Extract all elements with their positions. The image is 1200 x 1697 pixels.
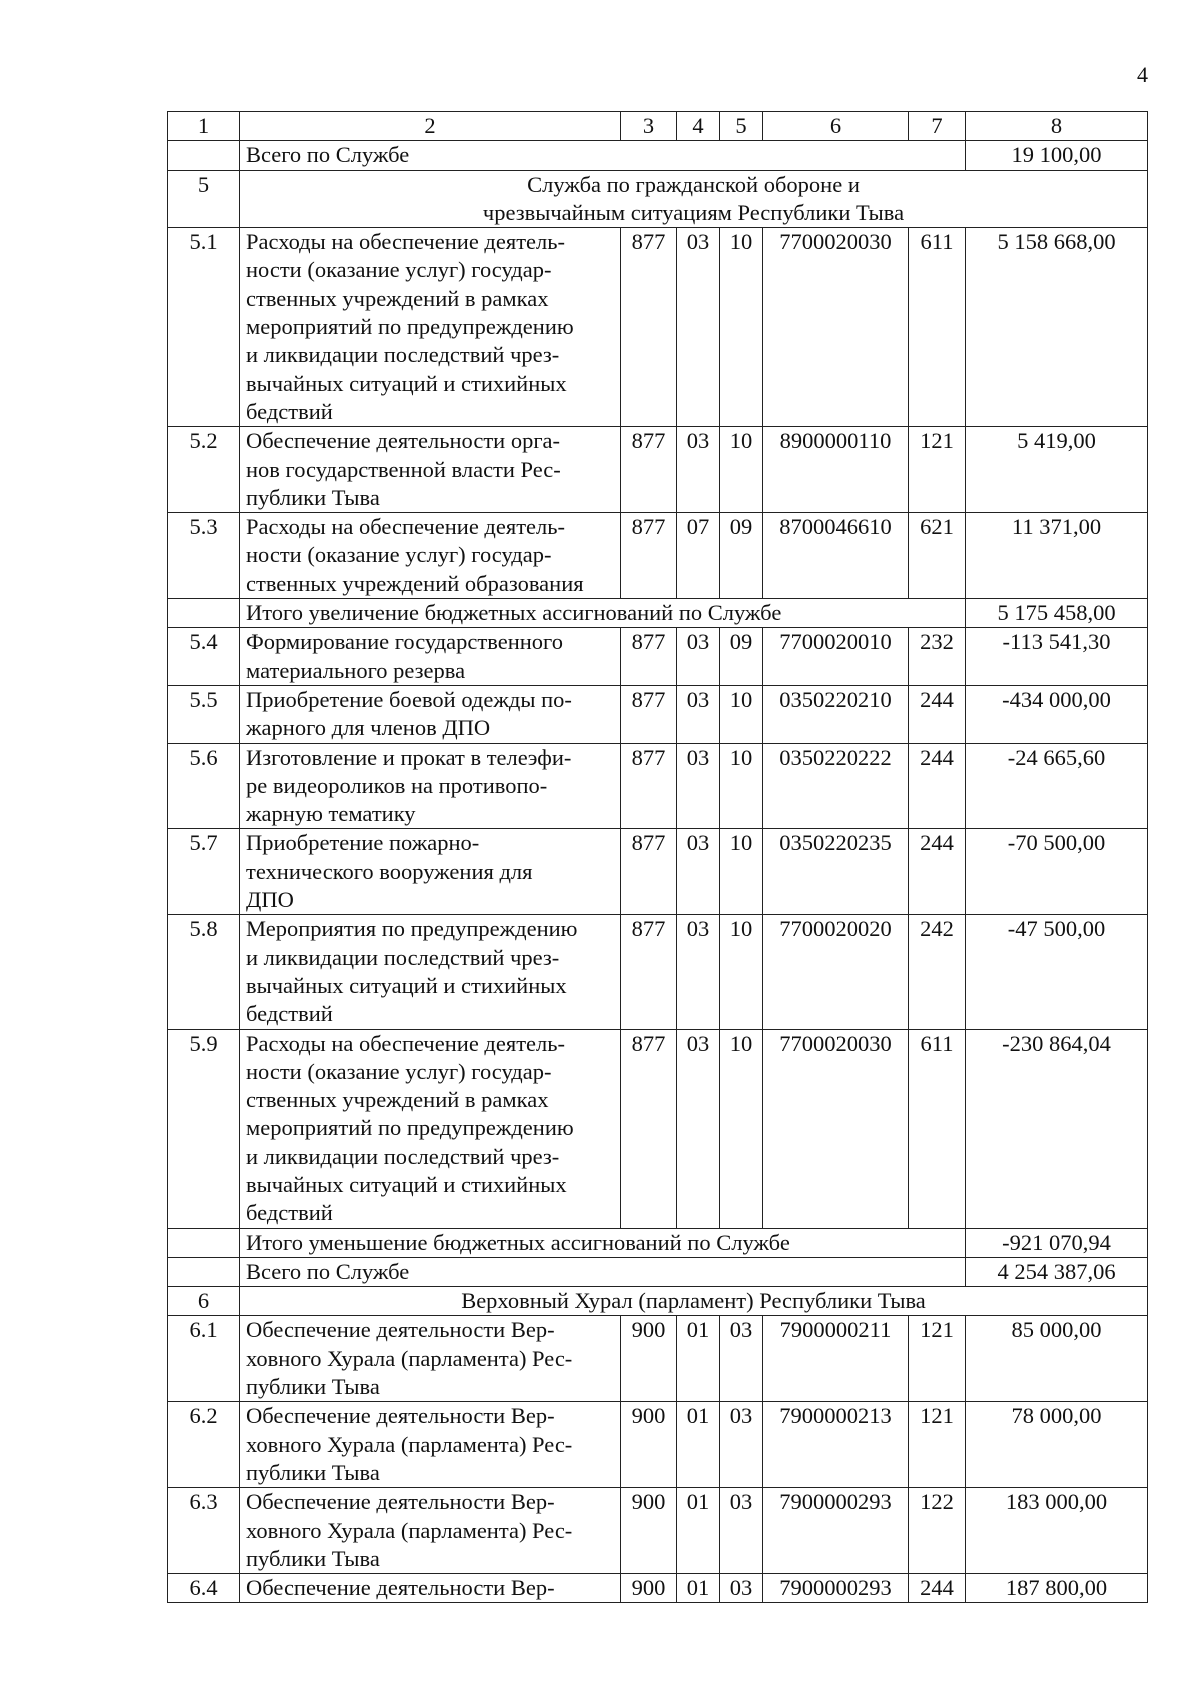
row-number-cell: 5.6 bbox=[168, 743, 240, 829]
amount-cell: 11 371,00 bbox=[966, 513, 1148, 599]
table-row bbox=[168, 427, 1148, 513]
description-cell: Обеспечение деятельности Вер- bbox=[240, 1574, 621, 1603]
total-row bbox=[168, 1228, 1148, 1257]
ministry-code-cell: 877 bbox=[621, 228, 677, 427]
header-cell: 4 bbox=[677, 112, 720, 141]
total-row bbox=[168, 141, 1148, 170]
description-cell: Приобретение боевой одежды по- жарного для членов ДПО bbox=[240, 685, 621, 743]
description-cell: Расходы на обеспечение деятель- ности (оказание услуг) государ- ственных учреждений в рамках мероприятий по предупреждению и ликвидации последствий чрез- вычайных ситуаций и стихийных бедствий bbox=[240, 1029, 621, 1228]
row-number-cell: 6.2 bbox=[168, 1402, 240, 1488]
table-row bbox=[168, 1574, 1148, 1603]
table-row bbox=[168, 829, 1148, 915]
row-number-cell bbox=[168, 599, 240, 628]
table-body bbox=[168, 112, 1148, 1603]
amount-cell: 5 158 668,00 bbox=[966, 228, 1148, 427]
target-article-cell: 0350220222 bbox=[763, 743, 909, 829]
row-number-cell bbox=[168, 1257, 240, 1286]
amount-cell: -434 000,00 bbox=[966, 685, 1148, 743]
expense-type-cell: 244 bbox=[909, 685, 966, 743]
amount-cell: -921 070,94 bbox=[966, 1228, 1148, 1257]
ministry-code-cell: 877 bbox=[621, 829, 677, 915]
ministry-code-cell: 877 bbox=[621, 915, 677, 1029]
total-label: Всего по Службе bbox=[240, 141, 966, 170]
section-code-cell: 01 bbox=[677, 1316, 720, 1402]
description-cell: Обеспечение деятельности орга- нов государственной власти Рес- публики Тыва bbox=[240, 427, 621, 513]
amount-cell: 85 000,00 bbox=[966, 1316, 1148, 1402]
row-number-cell bbox=[168, 1228, 240, 1257]
expense-type-cell: 121 bbox=[909, 1402, 966, 1488]
subsection-code-cell: 10 bbox=[720, 1029, 763, 1228]
page-number: 4 bbox=[1137, 62, 1148, 87]
description-cell: Формирование государственного материального резерва bbox=[240, 628, 621, 686]
subsection-code-cell: 09 bbox=[720, 513, 763, 599]
section-code-cell: 01 bbox=[677, 1574, 720, 1603]
section-code-cell: 03 bbox=[677, 685, 720, 743]
amount-cell: -113 541,30 bbox=[966, 628, 1148, 686]
section-code-cell: 01 bbox=[677, 1402, 720, 1488]
expense-type-cell: 232 bbox=[909, 628, 966, 686]
ministry-code-cell: 877 bbox=[621, 513, 677, 599]
section-row bbox=[168, 170, 1148, 228]
subsection-code-cell: 10 bbox=[720, 427, 763, 513]
budget-table bbox=[167, 111, 1148, 1603]
target-article-cell: 8700046610 bbox=[763, 513, 909, 599]
header-cell: 1 bbox=[168, 112, 240, 141]
target-article-cell: 7900000293 bbox=[763, 1488, 909, 1574]
total-row bbox=[168, 599, 1148, 628]
header-cell: 3 bbox=[621, 112, 677, 141]
amount-cell: -230 864,04 bbox=[966, 1029, 1148, 1228]
header-cell: 5 bbox=[720, 112, 763, 141]
target-article-cell: 7700020020 bbox=[763, 915, 909, 1029]
row-number-cell bbox=[168, 141, 240, 170]
target-article-cell: 7900000213 bbox=[763, 1402, 909, 1488]
section-code-cell: 03 bbox=[677, 427, 720, 513]
row-number-cell: 6.1 bbox=[168, 1316, 240, 1402]
table-row bbox=[168, 228, 1148, 427]
amount-cell: -24 665,60 bbox=[966, 743, 1148, 829]
total-label: Всего по Службе bbox=[240, 1257, 966, 1286]
description-cell: Приобретение пожарно- технического вооружения для ДПО bbox=[240, 829, 621, 915]
amount-cell: 5 175 458,00 bbox=[966, 599, 1148, 628]
expense-type-cell: 122 bbox=[909, 1488, 966, 1574]
section-code-cell: 01 bbox=[677, 1488, 720, 1574]
subsection-code-cell: 10 bbox=[720, 685, 763, 743]
table-row bbox=[168, 1488, 1148, 1574]
header-cell: 6 bbox=[763, 112, 909, 141]
subsection-code-cell: 03 bbox=[720, 1488, 763, 1574]
subsection-code-cell: 10 bbox=[720, 829, 763, 915]
table-row bbox=[168, 1316, 1148, 1402]
target-article-cell: 7700020030 bbox=[763, 1029, 909, 1228]
target-article-cell: 7900000211 bbox=[763, 1316, 909, 1402]
section-code-cell: 07 bbox=[677, 513, 720, 599]
amount-cell: -70 500,00 bbox=[966, 829, 1148, 915]
subsection-code-cell: 10 bbox=[720, 743, 763, 829]
expense-type-cell: 242 bbox=[909, 915, 966, 1029]
section-code-cell: 03 bbox=[677, 829, 720, 915]
subsection-code-cell: 10 bbox=[720, 228, 763, 427]
expense-type-cell: 621 bbox=[909, 513, 966, 599]
description-cell: Обеспечение деятельности Вер- ховного Хурала (парламента) Рес- публики Тыва bbox=[240, 1488, 621, 1574]
amount-cell: 78 000,00 bbox=[966, 1402, 1148, 1488]
expense-type-cell: 121 bbox=[909, 1316, 966, 1402]
expense-type-cell: 244 bbox=[909, 829, 966, 915]
target-article-cell: 7900000293 bbox=[763, 1574, 909, 1603]
header-cell: 2 bbox=[240, 112, 621, 141]
header-row bbox=[168, 112, 1148, 141]
amount-cell: 19 100,00 bbox=[966, 141, 1148, 170]
target-article-cell: 7700020030 bbox=[763, 228, 909, 427]
target-article-cell: 8900000110 bbox=[763, 427, 909, 513]
subsection-code-cell: 09 bbox=[720, 628, 763, 686]
target-article-cell: 0350220210 bbox=[763, 685, 909, 743]
ministry-code-cell: 877 bbox=[621, 685, 677, 743]
section-code-cell: 03 bbox=[677, 743, 720, 829]
table-row bbox=[168, 1029, 1148, 1228]
row-number-cell: 5.3 bbox=[168, 513, 240, 599]
row-number-cell: 6.4 bbox=[168, 1574, 240, 1603]
subsection-code-cell: 03 bbox=[720, 1316, 763, 1402]
table-row bbox=[168, 743, 1148, 829]
section-code-cell: 03 bbox=[677, 1029, 720, 1228]
section-title: Верховный Хурал (парламент) Республики Тыва bbox=[240, 1287, 1148, 1316]
target-article-cell: 7700020010 bbox=[763, 628, 909, 686]
row-number-cell: 5.7 bbox=[168, 829, 240, 915]
header-cell: 7 bbox=[909, 112, 966, 141]
section-number: 6 bbox=[168, 1287, 240, 1316]
section-code-cell: 03 bbox=[677, 915, 720, 1029]
row-number-cell: 5.5 bbox=[168, 685, 240, 743]
ministry-code-cell: 877 bbox=[621, 427, 677, 513]
ministry-code-cell: 900 bbox=[621, 1316, 677, 1402]
description-cell: Расходы на обеспечение деятель- ности (оказание услуг) государ- ственных учреждений в рамках мероприятий по предупреждению и ликвидации последствий чрез- вычайных ситуаций и стихийных бедствий bbox=[240, 228, 621, 427]
table-row bbox=[168, 685, 1148, 743]
description-cell: Изготовление и прокат в телеэфи- ре видеороликов на противопо- жарную тематику bbox=[240, 743, 621, 829]
ministry-code-cell: 877 bbox=[621, 743, 677, 829]
expense-type-cell: 611 bbox=[909, 1029, 966, 1228]
amount-cell: 4 254 387,06 bbox=[966, 1257, 1148, 1286]
section-code-cell: 03 bbox=[677, 228, 720, 427]
ministry-code-cell: 900 bbox=[621, 1402, 677, 1488]
table-row bbox=[168, 513, 1148, 599]
row-number-cell: 5.8 bbox=[168, 915, 240, 1029]
table-row bbox=[168, 915, 1148, 1029]
section-row bbox=[168, 1287, 1148, 1316]
expense-type-cell: 611 bbox=[909, 228, 966, 427]
amount-cell: 183 000,00 bbox=[966, 1488, 1148, 1574]
amount-cell: 5 419,00 bbox=[966, 427, 1148, 513]
total-label: Итого увеличение бюджетных ассигнований по Службе bbox=[240, 599, 966, 628]
subsection-code-cell: 03 bbox=[720, 1402, 763, 1488]
total-label: Итого уменьшение бюджетных ассигнований по Службе bbox=[240, 1228, 966, 1257]
row-number-cell: 5.2 bbox=[168, 427, 240, 513]
subsection-code-cell: 03 bbox=[720, 1574, 763, 1603]
description-cell: Обеспечение деятельности Вер- ховного Хурала (парламента) Рес- публики Тыва bbox=[240, 1402, 621, 1488]
target-article-cell: 0350220235 bbox=[763, 829, 909, 915]
row-number-cell: 5.1 bbox=[168, 228, 240, 427]
expense-type-cell: 121 bbox=[909, 427, 966, 513]
description-cell: Мероприятия по предупреждению и ликвидации последствий чрез- вычайных ситуаций и стихийных бедствий bbox=[240, 915, 621, 1029]
row-number-cell: 5.9 bbox=[168, 1029, 240, 1228]
total-row bbox=[168, 1257, 1148, 1286]
section-number: 5 bbox=[168, 170, 240, 228]
amount-cell: 187 800,00 bbox=[966, 1574, 1148, 1603]
header-cell: 8 bbox=[966, 112, 1148, 141]
expense-type-cell: 244 bbox=[909, 1574, 966, 1603]
table-row bbox=[168, 1402, 1148, 1488]
ministry-code-cell: 900 bbox=[621, 1574, 677, 1603]
ministry-code-cell: 877 bbox=[621, 628, 677, 686]
subsection-code-cell: 10 bbox=[720, 915, 763, 1029]
row-number-cell: 6.3 bbox=[168, 1488, 240, 1574]
section-title: Служба по гражданской обороне и чрезвычайным ситуациям Республики Тыва bbox=[240, 170, 1148, 228]
description-cell: Расходы на обеспечение деятель- ности (оказание услуг) государ- ственных учреждений образования bbox=[240, 513, 621, 599]
expense-type-cell: 244 bbox=[909, 743, 966, 829]
section-code-cell: 03 bbox=[677, 628, 720, 686]
row-number-cell: 5.4 bbox=[168, 628, 240, 686]
ministry-code-cell: 900 bbox=[621, 1488, 677, 1574]
amount-cell: -47 500,00 bbox=[966, 915, 1148, 1029]
ministry-code-cell: 877 bbox=[621, 1029, 677, 1228]
description-cell: Обеспечение деятельности Вер- ховного Хурала (парламента) Рес- публики Тыва bbox=[240, 1316, 621, 1402]
table-row bbox=[168, 628, 1148, 686]
